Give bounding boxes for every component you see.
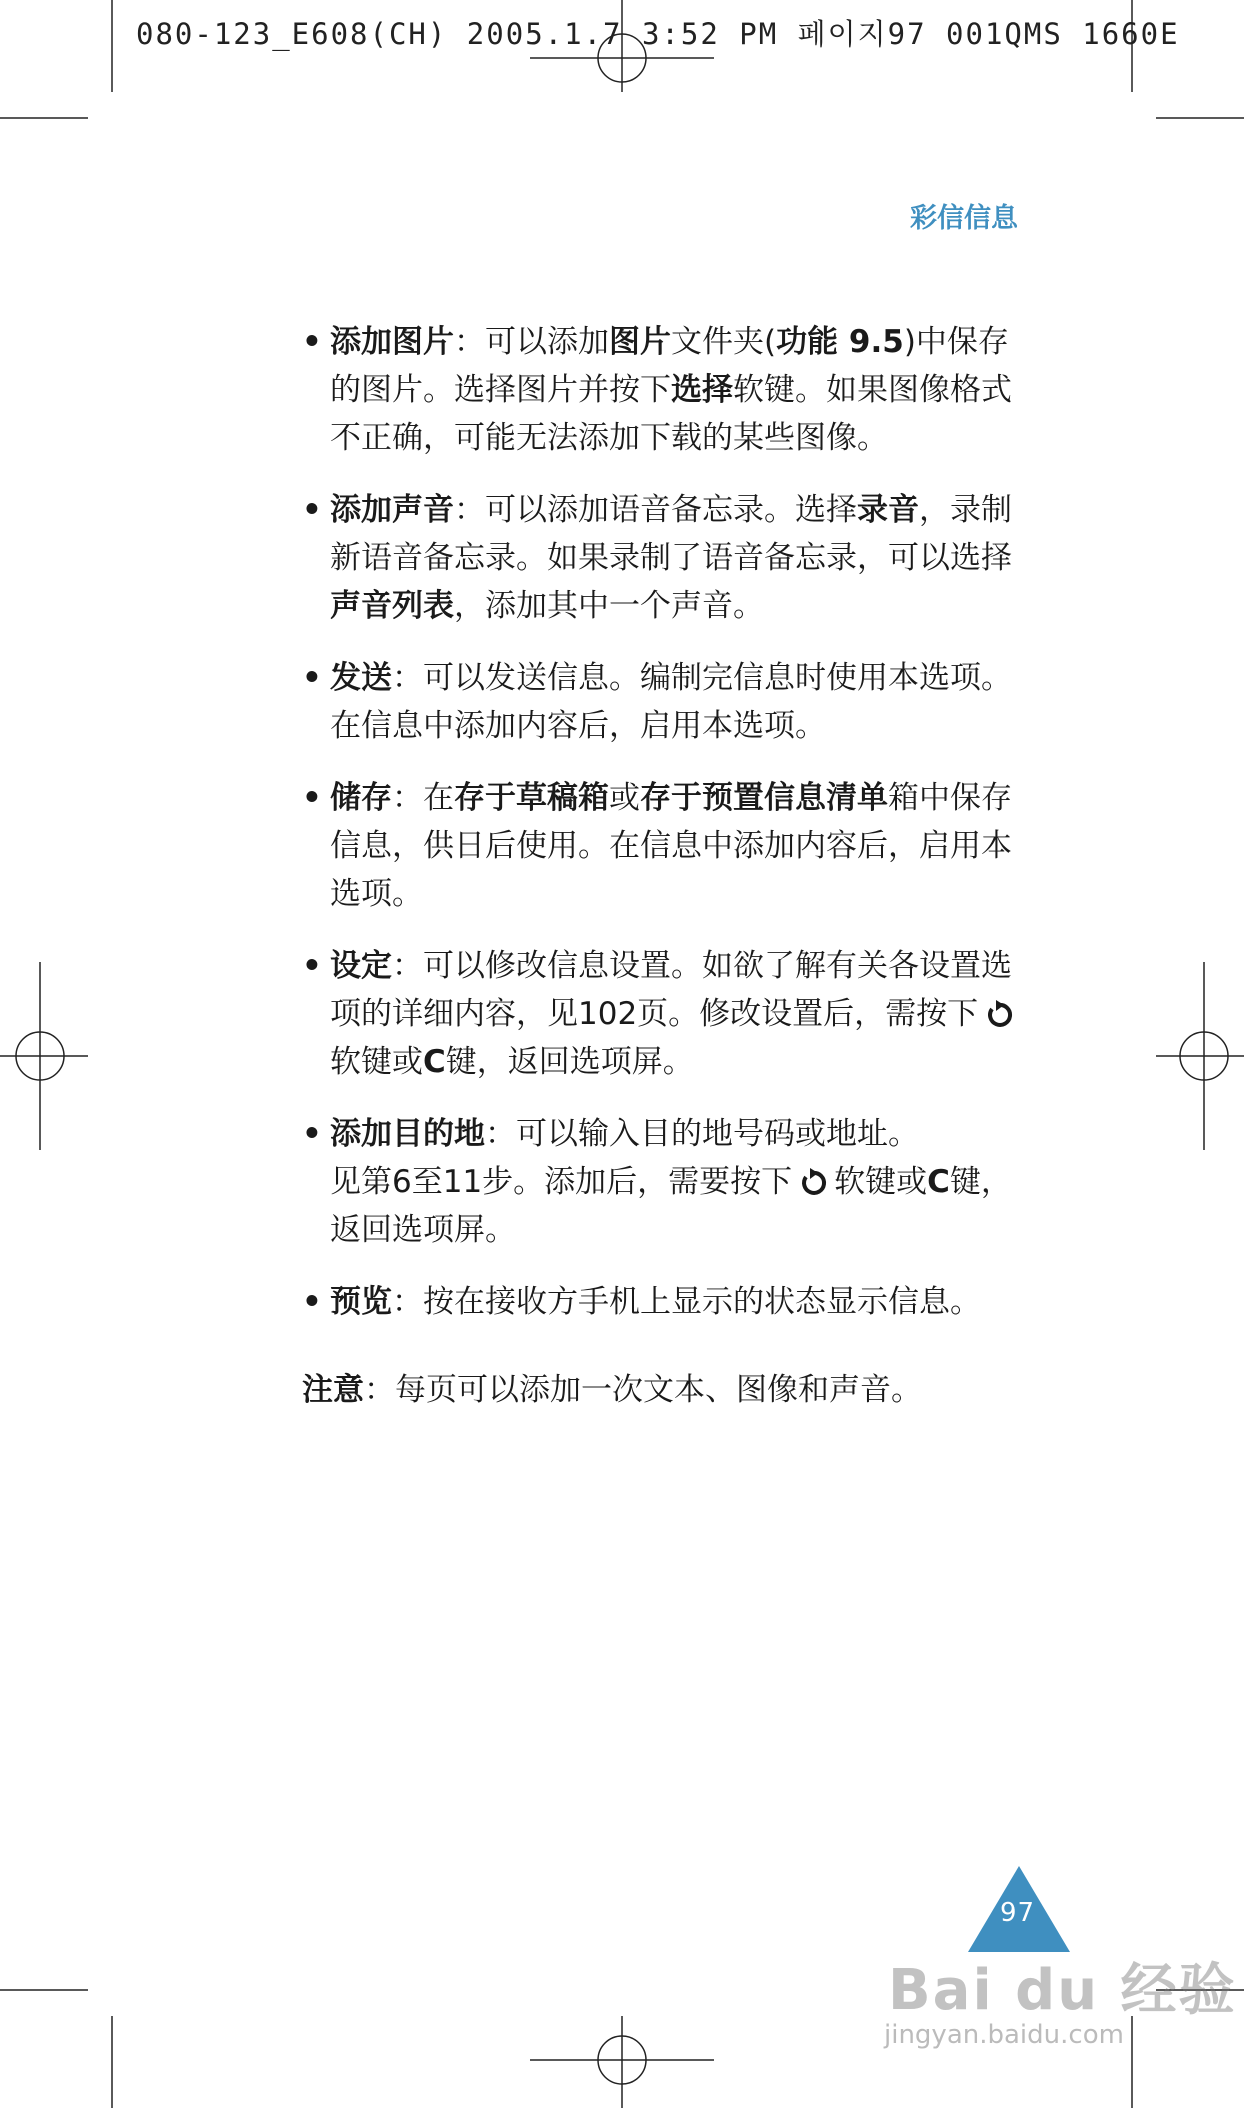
bold-text: 图片 (609, 324, 671, 360)
body-text: 键，返回选项屏。 (330, 1164, 1012, 1248)
body-text: 软键。如果图像格式不正确，可能无法添加下载的某些图像。 (330, 372, 1012, 456)
body-text: )中保存的图片。选择图片并按下 (330, 324, 1009, 408)
bold-text: 功能 9.5 (776, 324, 904, 360)
print-header: 080-123_E608(CH) 2005.1.7 3:52 PM 페이지97 001QMS 1660E (136, 17, 1180, 51)
bullet-term: 储存 (330, 780, 392, 816)
bullet-dot: • (302, 1116, 322, 1152)
bold-text: 录音 (857, 492, 919, 528)
watermark-logo: Bai du 经验 (888, 1958, 1237, 2023)
bullet-item (302, 654, 1022, 750)
bullet-dot: • (302, 324, 322, 360)
bullet-list (302, 318, 1022, 1326)
body-text: ，添加其中一个声音。 (454, 588, 764, 624)
bullet-term: 添加目的地 (330, 1116, 485, 1152)
content (302, 318, 1022, 1414)
bullet-item (302, 318, 1022, 462)
bold-text: 声音列表 (330, 588, 454, 624)
body-text: ：可以输入目的地号码或地址。 (485, 1116, 919, 1152)
bullet-term: 添加声音 (330, 492, 454, 528)
body-text: ：在 (392, 780, 454, 816)
bold-text: 存于草稿箱 (454, 780, 609, 816)
bullet-item (302, 486, 1022, 630)
body-text: 软键或 (330, 1044, 423, 1080)
bullet-item (302, 1110, 1022, 1254)
body-text: 见第6至11步。添加后，需要按下 (330, 1164, 793, 1200)
body-text: 文件夹( (671, 324, 777, 360)
section-title: 彩信信息 (910, 203, 1018, 234)
body-text: ，录制新语音备忘录。如果录制了语音备忘录，可以选择 (330, 492, 1012, 576)
body-text: ：可以添加 (454, 324, 609, 360)
bold-text: C (423, 1044, 446, 1080)
bullet-dot: • (302, 660, 322, 696)
body-text: 软键或 (834, 1164, 928, 1200)
bullet-term: 预览 (330, 1284, 392, 1320)
page-number: 97 (1000, 1898, 1036, 1928)
bullet-item (302, 1278, 1022, 1326)
bold-text: 存于预置信息清单 (640, 780, 888, 816)
body-text: ：按在接收方手机上显示的状态显示信息。 (392, 1284, 981, 1320)
bullet-dot: • (302, 492, 322, 528)
back-key-icon (798, 1167, 828, 1197)
bullet-dot: • (302, 780, 322, 816)
bold-text: C (927, 1164, 950, 1200)
bullet-term: 添加图片 (330, 324, 454, 360)
note (302, 1366, 1022, 1414)
body-text: ：可以发送信息。编制完信息时使用本选项。在信息中添加内容后，启用本选项。 (330, 660, 1012, 744)
body-text: 或 (609, 780, 640, 816)
bullet-term: 发送 (330, 660, 392, 696)
bullet-item (302, 942, 1022, 1086)
watermark-url: jingyan.baidu.com (884, 2020, 1124, 2050)
back-key-icon (984, 999, 1014, 1029)
body-text: 箱中保存信息，供日后使用。在信息中添加内容后，启用本选项。 (330, 780, 1012, 912)
bullet-item (302, 774, 1022, 918)
body-text: ：可以修改信息设置。如欲了解有关各设置选项的详细内容，见102页。修改设置后，需按下 (330, 948, 1012, 1032)
body-text: 键，返回选项屏。 (445, 1044, 694, 1080)
body-text: ：可以添加语音备忘录。选择 (454, 492, 857, 528)
bullet-dot: • (302, 948, 322, 984)
bold-text: 选择 (671, 372, 733, 408)
bullet-term: 设定 (330, 948, 392, 984)
bullet-dot: • (302, 1284, 322, 1320)
note-label: 注意 (302, 1372, 364, 1408)
note-text: ：每页可以添加一次文本、图像和声音。 (364, 1372, 922, 1408)
